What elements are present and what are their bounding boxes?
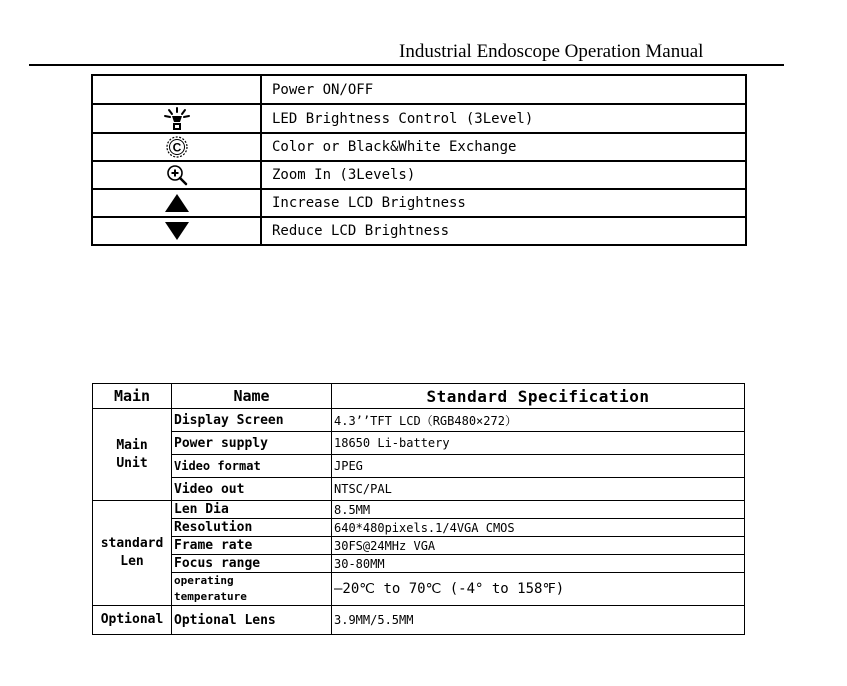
function-label: Color or Black&White Exchange (261, 133, 746, 161)
spec-name: Video out (172, 478, 332, 501)
function-label: Increase LCD Brightness (261, 189, 746, 217)
color-c-icon (165, 135, 189, 159)
column-header-main: Main (93, 384, 172, 409)
table-row (92, 133, 746, 161)
group-label-main-unit (93, 409, 172, 501)
zoom-in-icon (165, 163, 189, 187)
spec-name: Resolution (172, 519, 332, 537)
spec-name: Len Dia (172, 501, 332, 519)
group-label-line: Main (116, 437, 148, 453)
spec-value: NTSC/PAL (332, 478, 745, 501)
group-label-standard-len (93, 501, 172, 606)
table-row (93, 519, 745, 537)
icon-cell (92, 75, 261, 104)
spec-name: Power supply (172, 432, 332, 455)
function-label: LED Brightness Control (3Level) (261, 104, 746, 133)
triangle-down-icon (164, 221, 190, 241)
spec-value: JPEG (332, 455, 745, 478)
specification-table (92, 383, 745, 635)
table-row (92, 104, 746, 133)
spec-value: 30FS@24MHz VGA (332, 537, 745, 555)
spec-name-line: temperature (174, 590, 247, 603)
header-divider (29, 64, 784, 66)
function-label: Zoom In (3Levels) (261, 161, 746, 189)
spec-value: 640*480pixels.1/4VGA CMOS (332, 519, 745, 537)
spec-name: Frame rate (172, 537, 332, 555)
icon-cell (92, 189, 261, 217)
spec-value: 8.5MM (332, 501, 745, 519)
icon-cell (92, 161, 261, 189)
column-header-name: Name (172, 384, 332, 409)
icon-cell (92, 133, 261, 161)
column-header-specification: Standard Specification (332, 384, 745, 409)
manual-title: Industrial Endoscope Operation Manual (399, 41, 704, 62)
table-row (93, 455, 745, 478)
triangle-up-icon (164, 193, 190, 213)
table-row (93, 501, 745, 519)
group-label-line: Optional (100, 612, 164, 627)
button-function-table (91, 74, 747, 246)
table-header-row (93, 384, 745, 409)
group-label-line: Len (120, 554, 144, 569)
table-row (93, 409, 745, 432)
spec-value: —20℃ to 70℃ (-4° to 158℉) (332, 573, 745, 606)
table-row (93, 537, 745, 555)
table-row (92, 189, 746, 217)
table-row (93, 478, 745, 501)
spec-name: Video format (172, 455, 332, 478)
svg-text:C: C (172, 140, 181, 155)
spec-name: Focus range (172, 555, 332, 573)
spec-value: 18650 Li-battery (332, 432, 745, 455)
table-row (93, 606, 745, 635)
spec-value: 3.9MM/5.5MM (332, 606, 745, 635)
spec-name-line: operating (174, 574, 234, 587)
table-row (93, 432, 745, 455)
function-label: Reduce LCD Brightness (261, 217, 746, 245)
spec-name: Optional Lens (172, 606, 332, 635)
led-brightness-icon (163, 106, 191, 132)
group-label-optional (93, 606, 172, 635)
icon-cell (92, 217, 261, 245)
table-row (92, 217, 746, 245)
icon-cell (92, 104, 261, 133)
table-row (92, 161, 746, 189)
table-row (92, 75, 746, 104)
spec-value: 30-80MM (332, 555, 745, 573)
group-label-line: Unit (116, 455, 148, 471)
spec-name (172, 573, 332, 606)
table-row (93, 555, 745, 573)
table-row (93, 573, 745, 606)
function-label: Power ON/OFF (261, 75, 746, 104)
group-label-line: standard (100, 536, 164, 551)
spec-name: Display Screen (172, 409, 332, 432)
spec-value: 4.3’’TFT LCD（RGB480×272） (332, 409, 745, 432)
